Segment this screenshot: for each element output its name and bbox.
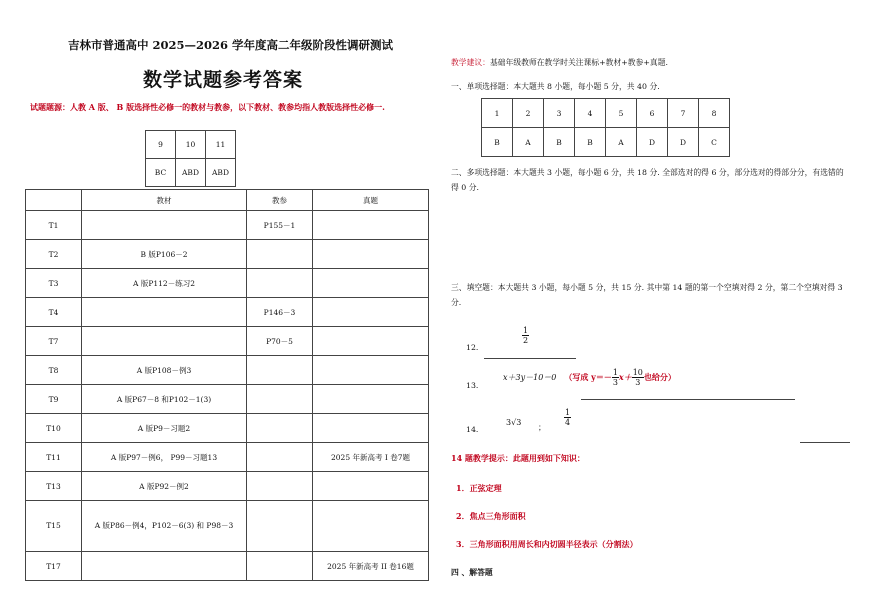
table-cell: 2 — [513, 99, 544, 128]
table-cell: T2 — [26, 240, 82, 269]
table-cell: 7 — [668, 99, 699, 128]
table-cell: T10 — [26, 414, 82, 443]
table-cell — [313, 385, 429, 414]
column-header: 真题 — [313, 190, 429, 211]
q13-answer-blank — [581, 389, 795, 400]
table-cell — [247, 501, 313, 552]
section-3-text: 三、填空题：本大题共 3 小题，每小题 5 分，共 15 分. 其中第 14 题的第一个空填对得 2 分，第二个空填对得 3 分. — [451, 283, 843, 307]
teaching-advice — [451, 55, 668, 70]
table-cell: A 版P67－8 和P102－1(3) — [82, 385, 247, 414]
table-cell: A 版P112－练习2 — [82, 269, 247, 298]
table-cell: A — [513, 128, 544, 157]
table-cell: 11 — [206, 131, 236, 159]
table-cell — [247, 472, 313, 501]
table-cell: T3 — [26, 269, 82, 298]
advice-text: 基础年级教师在教学时关注课标+教材+教参+真题. — [489, 58, 668, 67]
table-cell: A — [606, 128, 637, 157]
table-row — [26, 443, 429, 472]
table-cell: B — [544, 128, 575, 157]
table-cell — [247, 240, 313, 269]
table-row — [26, 327, 429, 356]
table-cell: T4 — [26, 298, 82, 327]
table-cell — [247, 269, 313, 298]
table-cell — [313, 298, 429, 327]
table-cell — [313, 211, 429, 240]
table-row — [26, 385, 429, 414]
q12-answer-blank — [484, 348, 576, 359]
numerator: 10 — [632, 368, 643, 377]
table-cell: 1 — [482, 99, 513, 128]
table-cell — [313, 472, 429, 501]
table-row — [26, 269, 429, 298]
table-cell: D — [668, 128, 699, 157]
table-cell: A 版P92－例2 — [82, 472, 247, 501]
numerator: 1 — [565, 408, 571, 417]
table-cell: P146－3 — [247, 298, 313, 327]
q13-note-mid: x＋ — [618, 372, 632, 382]
denominator: 3 — [635, 378, 641, 387]
q12-answer-fraction — [522, 326, 529, 345]
q14-blank-1 — [800, 432, 850, 443]
table-cell: T15 — [26, 501, 82, 552]
table-cell — [313, 356, 429, 385]
table-cell: 5 — [606, 99, 637, 128]
table-cell: A 版P86－例4，P102－6(3) 和 P98－3 — [82, 501, 247, 552]
school-line: 吉林市普通高中 2025—2026 学年度高二年级阶段性调研测试 — [68, 38, 394, 52]
table-cell — [247, 443, 313, 472]
table-cell: T17 — [26, 552, 82, 581]
table-cell — [313, 240, 429, 269]
table-cell — [247, 552, 313, 581]
table-cell: B — [575, 128, 606, 157]
table-cell — [313, 269, 429, 298]
table-cell: 10 — [176, 131, 206, 159]
table-cell: B 版P106－2 — [82, 240, 247, 269]
q13-fraction-2 — [632, 368, 644, 387]
table-cell: T11 — [26, 443, 82, 472]
section-1-title: 一、单项选择题：本大题共 8 小题，每小题 5 分，共 40 分. — [451, 82, 660, 91]
denominator: 4 — [565, 418, 571, 427]
table-cell: T7 — [26, 327, 82, 356]
hint-item: 1．正弦定理 — [456, 483, 502, 493]
table-cell: A 版P108－例3 — [82, 356, 247, 385]
q14-separator: ； — [538, 423, 546, 432]
q13-note-suffix: 也给分） — [643, 372, 676, 382]
q13-note-prefix: （写成 y＝－ — [564, 372, 612, 382]
page-title: 数学试题参考答案 — [143, 69, 304, 91]
source-note: 试题题源：人教 A 版、 B 版选择性必修一的教材与教参，以下教材、教参均指人教版选择性必修一. — [30, 102, 385, 112]
table-cell — [313, 414, 429, 443]
advice-label: 教学建议： — [451, 58, 490, 67]
table-row — [26, 298, 429, 327]
table-header-row — [26, 190, 429, 211]
table-cell: 2025 年新高考 I 卷7题 — [313, 443, 429, 472]
table-cell: ABD — [206, 159, 236, 187]
table-row — [26, 356, 429, 385]
question-source-table — [25, 189, 429, 581]
table-cell: T13 — [26, 472, 82, 501]
table-cell — [82, 211, 247, 240]
table-cell: T8 — [26, 356, 82, 385]
table-cell: A 版P97－例6， P99－习题13 — [82, 443, 247, 472]
single-choice-answer-table — [481, 98, 730, 157]
q14-number: 14. — [466, 425, 479, 434]
denominator: 2 — [523, 336, 529, 345]
table-cell: BC — [146, 159, 176, 187]
column-header: 教材 — [82, 190, 247, 211]
table-row — [26, 501, 429, 552]
section-2-text: 二、多项选择题：本大题共 3 小题，每小题 6 分，共 18 分. 全部选对的得 6 分，部分选对的得部分分，有选错的得 0 分. — [451, 168, 844, 192]
table-cell: P70－5 — [247, 327, 313, 356]
hint-item: 3．三角形面积用周长和内切圆半径表示（分割法） — [456, 539, 638, 549]
table-cell: 8 — [699, 99, 730, 128]
column-header: 教参 — [247, 190, 313, 211]
column-header — [26, 190, 82, 211]
numerator: 1 — [612, 368, 618, 377]
denominator: 3 — [612, 378, 618, 387]
table-cell — [82, 552, 247, 581]
q13-answer — [503, 368, 676, 387]
table-cell: D — [637, 128, 668, 157]
numerator: 1 — [523, 326, 529, 335]
table-cell: ABD — [176, 159, 206, 187]
table-cell: A 版P9－习题2 — [82, 414, 247, 443]
hint-14-title: 14 题教学提示：此题用到如下知识： — [451, 453, 585, 463]
table-cell — [313, 501, 429, 552]
table-cell: 4 — [575, 99, 606, 128]
q14-answer-1: 3√3 — [506, 418, 522, 427]
q13-number: 13. — [466, 381, 479, 390]
table-cell — [247, 356, 313, 385]
table-cell — [247, 385, 313, 414]
table-cell: 3 — [544, 99, 575, 128]
table-cell: B — [482, 128, 513, 157]
table-row — [26, 211, 429, 240]
table-cell: 6 — [637, 99, 668, 128]
table-cell — [313, 327, 429, 356]
table-cell — [82, 327, 247, 356]
q14-answer-fraction — [564, 408, 571, 427]
q13-equation: x＋3y－10＝0 — [503, 373, 557, 382]
table-row — [26, 552, 429, 581]
table-cell — [247, 414, 313, 443]
section-4-title: 四 、解答题 — [451, 568, 493, 577]
table-row — [26, 240, 429, 269]
table-cell: T9 — [26, 385, 82, 414]
table-cell: T1 — [26, 211, 82, 240]
table-cell: C — [699, 128, 730, 157]
table-cell: 9 — [146, 131, 176, 159]
q13-fraction-1 — [612, 368, 619, 387]
table-row — [26, 472, 429, 501]
table-cell: P155－1 — [247, 211, 313, 240]
table-cell — [82, 298, 247, 327]
hint-item: 2．焦点三角形面积 — [456, 511, 526, 521]
table-cell: 2025 年新高考 II 卷16题 — [313, 552, 429, 581]
table-row — [26, 414, 429, 443]
multi-choice-answer-table — [145, 130, 236, 187]
q12-number: 12. — [466, 343, 479, 352]
